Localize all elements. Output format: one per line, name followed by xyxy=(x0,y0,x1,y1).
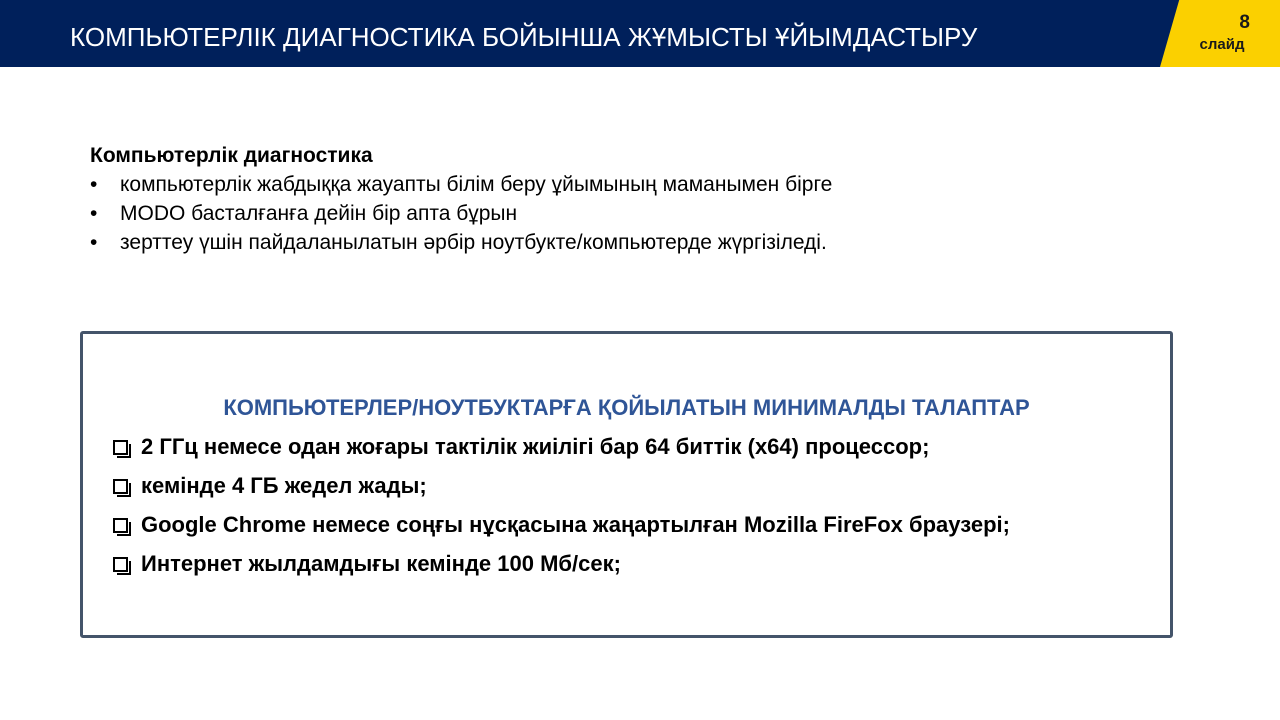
requirement-item xyxy=(111,512,1010,538)
requirement-text: Google Chrome немесе соңғы нұсқасына жаңартылған Mozilla FireFox браузері; xyxy=(141,512,1010,537)
list-item-text: зерттеу үшін пайдаланылатын әрбір ноутбукте/компьютерде жүргізіледі. xyxy=(120,231,827,254)
bullet-icon: • xyxy=(90,231,98,254)
slide-title: КОМПЬЮТЕРЛІК ДИАГНОСТИКА БОЙЫНША ЖҰМЫСТЫ ҰЙЫМДАСТЫРУ xyxy=(70,22,978,52)
requirement-text: Интернет жылдамдығы кемінде 100 Мб/сек; xyxy=(141,551,621,576)
intro-section xyxy=(90,141,1090,257)
slide-number: 8 xyxy=(1239,12,1250,33)
requirements-list xyxy=(111,434,1010,590)
requirement-item xyxy=(111,434,1010,460)
checkbox-icon xyxy=(113,557,128,572)
checkbox-icon xyxy=(113,518,128,533)
header-bar xyxy=(0,0,1280,67)
list-item xyxy=(90,199,1090,228)
list-item-text: MODO басталғанға дейін бір апта бұрын xyxy=(120,202,518,225)
intro-heading: Компьютерлік диагностика xyxy=(90,144,373,167)
list-item xyxy=(90,228,1090,257)
slide-label: слайд xyxy=(1199,36,1245,53)
list-item xyxy=(90,170,1090,199)
intro-bullet-list xyxy=(90,170,1090,257)
requirement-item xyxy=(111,473,1010,499)
list-item-text: компьютерлік жабдыққа жауапты білім беру ұйымының маманымен бірге xyxy=(120,173,833,196)
requirements-box xyxy=(80,331,1173,638)
bullet-icon: • xyxy=(90,202,98,225)
requirement-text: кемінде 4 ГБ жедел жады; xyxy=(141,473,427,498)
requirement-item xyxy=(111,551,1010,577)
bullet-icon: • xyxy=(90,173,98,196)
requirement-text: 2 ГГц немесе одан жоғары тактілік жиілігі бар 64 биттік (x64) процессор; xyxy=(141,434,930,459)
checkbox-icon xyxy=(113,440,128,455)
checkbox-icon xyxy=(113,479,128,494)
requirements-title: КОМПЬЮТЕРЛЕР/НОУТБУКТАРҒА ҚОЙЫЛАТЫН МИНИМАЛДЫ ТАЛАПТАР xyxy=(223,395,1030,420)
